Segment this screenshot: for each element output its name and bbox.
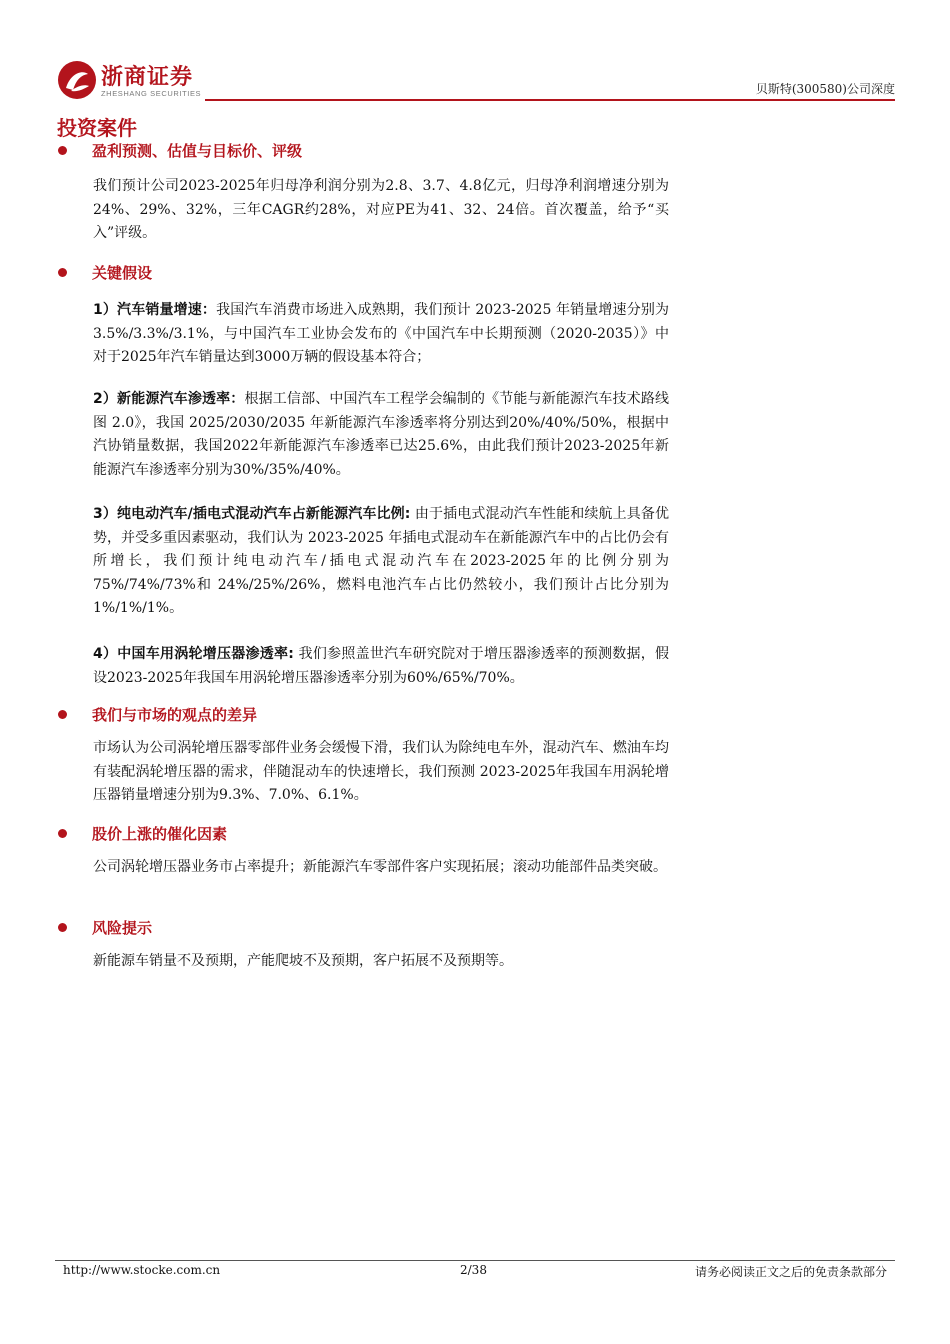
- bullet-icon: [58, 710, 67, 719]
- page-number: 2/38: [460, 1263, 487, 1277]
- bullet-icon: [58, 268, 67, 277]
- brand-logo: [55, 58, 265, 102]
- bullet-icon: [58, 146, 67, 155]
- header-divider: [205, 99, 895, 101]
- footer-divider: [55, 1260, 895, 1261]
- paragraph: 市场认为公司涡轮增压器零部件业务会缓慢下滑，我们认为除纯电车外，混动汽车、燃油车均有装配涡轮增压器的需求，伴随混动车的快速增长，我们预测 2023-2025年我国车用涡轮增压器销量增速分别为9.3%、7.0%、6.1%。: [93, 740, 669, 803]
- paragraph: 4）中国车用涡轮增压器渗透率: 我们参照盖世汽车研究院对于增压器渗透率的预测数据，假设2023-2025年我国车用涡轮增压器渗透率分别为60%/65%/70%。: [93, 646, 670, 686]
- footer-url-link[interactable]: http://www.stocke.com.cn: [63, 1263, 221, 1277]
- paragraph: 我们预计公司2023-2025年归母净利润分别为2.8、3.7、4.8亿元，归母净利润增速分别为24%、29%、32%，三年CAGR约28%，对应PE为41、32、24倍。首次覆盖，给予“买入”评级。: [93, 178, 669, 241]
- paragraph: 3）纯电动汽车/插电式混动汽车占新能源汽车比例: 由于插电式混动汽车性能和续航上具备优势，并受多重因素驱动，我们认为 2023-2025 年插电式混动车在新能源汽车中的占比仍会有所增长，我们预计纯电动汽车/插电式混动汽车在2023-2025年的比例分别为 75%/74%/73%和 24%/25%/26%，燃料电池汽车占比仍然较小，我们预计占比分别为1%/1%/1%。: [93, 506, 669, 616]
- brand-name-cn: 浙商证券: [101, 65, 194, 90]
- paragraph: 公司涡轮增压器业务市占率提升；新能源汽车零部件客户实现拓展；滚动功能部件品类突破。: [93, 859, 667, 875]
- bullet-icon: [58, 923, 67, 932]
- paragraph: 1）汽车销量增速：我国汽车消费市场进入成熟期，我们预计 2023-2025 年销量增速分别为 3.5%/3.3%/3.1%，与中国汽车工业协会发布的《中国汽车中长期预测（2020-2035）》中对于2025年汽车销量达到3000万辆的假设基本符合；: [93, 302, 670, 365]
- report-title: 贝斯特(300580)公司深度: [755, 82, 895, 96]
- brand-name-en: ZHESHANG SECURITIES: [101, 89, 202, 98]
- section-title: 投资案件: [57, 116, 137, 140]
- page-header: [55, 58, 895, 102]
- zheshang-logo-icon: [57, 60, 97, 100]
- footer-disclaimer: 请务必阅读正文之后的免责条款部分: [694, 1265, 887, 1279]
- paragraph: 2）新能源汽车渗透率：根据工信部、中国汽车工程学会编制的《节能与新能源汽车技术路线图 2.0》，我国 2025/2030/2035 年新能源汽车渗透率将分别达到20%/40%/50%，根据中汽协销量数据，我国2022年新能源汽车渗透率已达25.6%，由此我们预计2023-2025年新能源汽车渗透率分别为30%/35%/40%。: [93, 391, 669, 478]
- paragraph: 新能源车销量不及预期，产能爬坡不及预期，客户拓展不及预期等。: [93, 953, 513, 969]
- bullet-icon: [58, 829, 67, 838]
